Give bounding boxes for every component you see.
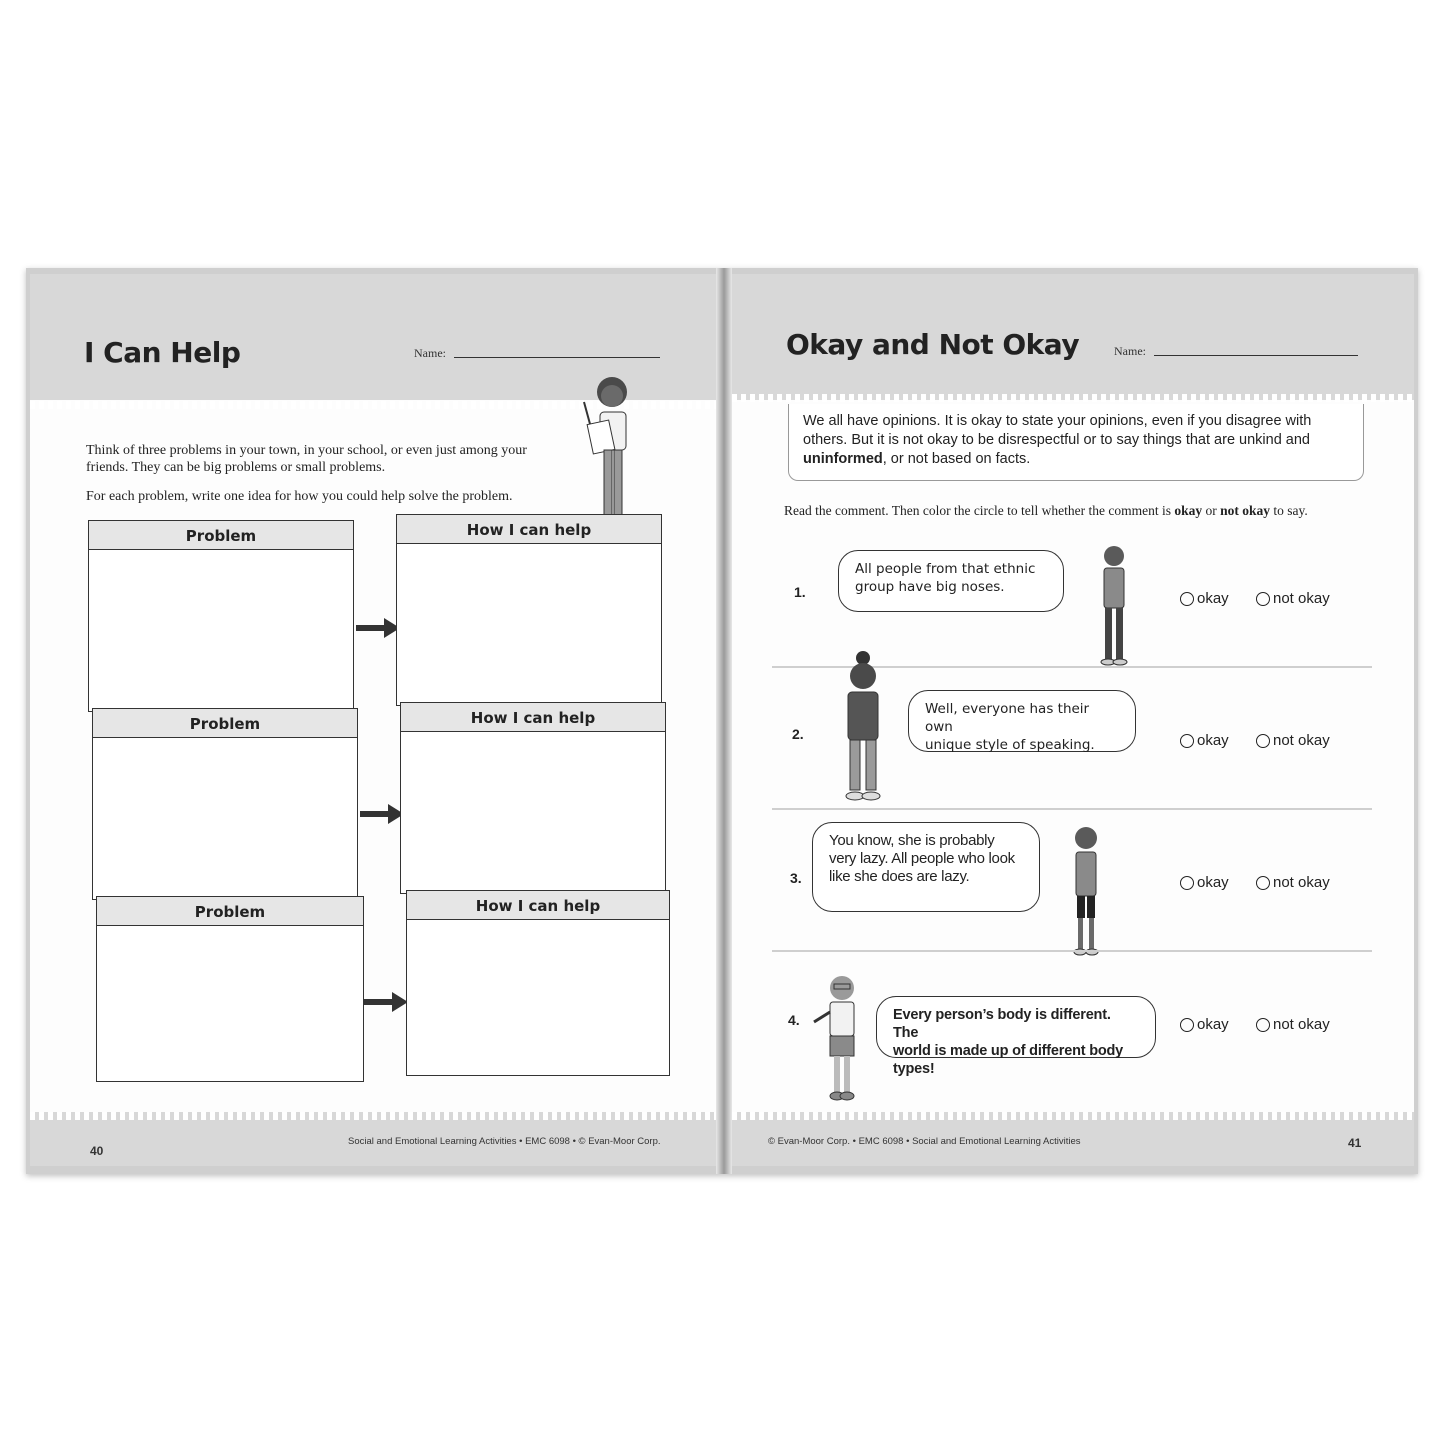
directions-text: Read the comment. Then color the circle to tell whether the comment is okay or not okay to say. bbox=[784, 503, 1308, 518]
help-header: How I can help bbox=[407, 891, 669, 920]
right-page bbox=[732, 274, 1414, 1166]
speech-bubble bbox=[876, 996, 1156, 1077]
problem-header: Problem bbox=[97, 897, 363, 926]
comment-line: unique style of speaking. bbox=[925, 737, 1095, 753]
speech-bubble bbox=[838, 550, 1064, 612]
boy-illustration bbox=[1094, 544, 1134, 666]
workbook-spread bbox=[26, 268, 1418, 1174]
option-okay-4[interactable]: okay bbox=[1180, 1016, 1229, 1033]
comment-line: All people from that ethnic bbox=[855, 561, 1036, 577]
name-label: Name: bbox=[414, 346, 446, 360]
option-not-okay-1[interactable]: not okay bbox=[1256, 590, 1330, 607]
header-dot-border bbox=[732, 394, 1414, 402]
help-header: How I can help bbox=[397, 515, 661, 544]
question-number: 2. bbox=[792, 726, 804, 742]
girl-illustration bbox=[836, 650, 890, 806]
radio-circle-icon[interactable] bbox=[1256, 592, 1270, 606]
question-number: 4. bbox=[788, 1012, 800, 1028]
radio-circle-icon[interactable] bbox=[1256, 1018, 1270, 1032]
help-box-3[interactable] bbox=[406, 890, 670, 1076]
radio-circle-icon[interactable] bbox=[1180, 1018, 1194, 1032]
problem-header: Problem bbox=[89, 521, 353, 550]
option-okay-3[interactable]: okay bbox=[1180, 874, 1229, 891]
page-title: Okay and Not Okay bbox=[786, 328, 1080, 361]
comment-line: very lazy. All people who look bbox=[829, 850, 1015, 867]
arrow-right-icon bbox=[360, 804, 404, 824]
option-not-okay-4[interactable]: not okay bbox=[1256, 1016, 1330, 1033]
name-line[interactable] bbox=[454, 357, 660, 358]
question-number: 3. bbox=[790, 870, 802, 886]
option-not-okay-2[interactable]: not okay bbox=[1256, 732, 1330, 749]
footer-dot-border bbox=[732, 1112, 1414, 1120]
page-title: I Can Help bbox=[84, 336, 241, 369]
comment-line: Well, everyone has their own bbox=[925, 701, 1090, 735]
intro-text: We all have opinions. It is okay to state your opinions, even if you disagree with others. But it is not okay to be disrespectful or to say things that are unkind and uninformed, or not based on facts. bbox=[803, 413, 1312, 467]
comment-line: like she does are lazy. bbox=[829, 868, 970, 885]
divider bbox=[772, 950, 1372, 952]
option-okay-2[interactable]: okay bbox=[1180, 732, 1229, 749]
radio-circle-icon[interactable] bbox=[1180, 592, 1194, 606]
arrow-right-icon bbox=[356, 618, 400, 638]
problem-box-2[interactable] bbox=[92, 708, 358, 900]
page-number: 40 bbox=[90, 1144, 104, 1158]
radio-circle-icon[interactable] bbox=[1256, 734, 1270, 748]
option-okay-1[interactable]: okay bbox=[1180, 590, 1229, 607]
instructions-paragraph-2: For each problem, write one idea for how you could help solve the problem. bbox=[86, 489, 513, 504]
radio-circle-icon[interactable] bbox=[1180, 876, 1194, 890]
speech-bubble bbox=[908, 690, 1136, 752]
intro-box bbox=[788, 404, 1364, 481]
option-not-okay-3[interactable]: not okay bbox=[1256, 874, 1330, 891]
radio-circle-icon[interactable] bbox=[1180, 734, 1194, 748]
divider bbox=[772, 808, 1372, 810]
boy-illustration bbox=[1066, 824, 1106, 958]
help-box-1[interactable] bbox=[396, 514, 662, 706]
arrow-right-icon bbox=[364, 992, 408, 1012]
speech-bubble bbox=[812, 822, 1040, 912]
problem-header: Problem bbox=[93, 709, 357, 738]
footer-dot-border bbox=[30, 1112, 716, 1120]
problem-box-1[interactable] bbox=[88, 520, 354, 712]
comment-line: world is made up of different body types! bbox=[893, 1043, 1124, 1077]
name-label: Name: bbox=[1114, 344, 1146, 358]
page-number: 41 bbox=[1348, 1136, 1362, 1150]
page-footer: © Evan-Moor Corp. • EMC 6098 • Social and Emotional Learning Activities bbox=[768, 1136, 1081, 1147]
help-box-2[interactable] bbox=[400, 702, 666, 894]
help-header: How I can help bbox=[401, 703, 665, 732]
problem-box-3[interactable] bbox=[96, 896, 364, 1082]
comment-line: You know, she is probably bbox=[829, 832, 995, 849]
left-page bbox=[30, 274, 716, 1166]
page-footer: Social and Emotional Learning Activities • EMC 6098 • © Evan-Moor Corp. bbox=[348, 1136, 661, 1147]
girl-pointing-illustration bbox=[810, 972, 870, 1104]
book-gutter bbox=[716, 268, 732, 1174]
instructions-paragraph-1: Think of three problems in your town, in your school, or even just among your friends. They can be big problems or small problems. bbox=[86, 443, 527, 475]
comment-line: Every person’s body is different. The bbox=[893, 1007, 1111, 1041]
name-line[interactable] bbox=[1154, 355, 1358, 356]
comment-line: group have big noses. bbox=[855, 579, 1005, 595]
radio-circle-icon[interactable] bbox=[1256, 876, 1270, 890]
question-number: 1. bbox=[794, 584, 806, 600]
